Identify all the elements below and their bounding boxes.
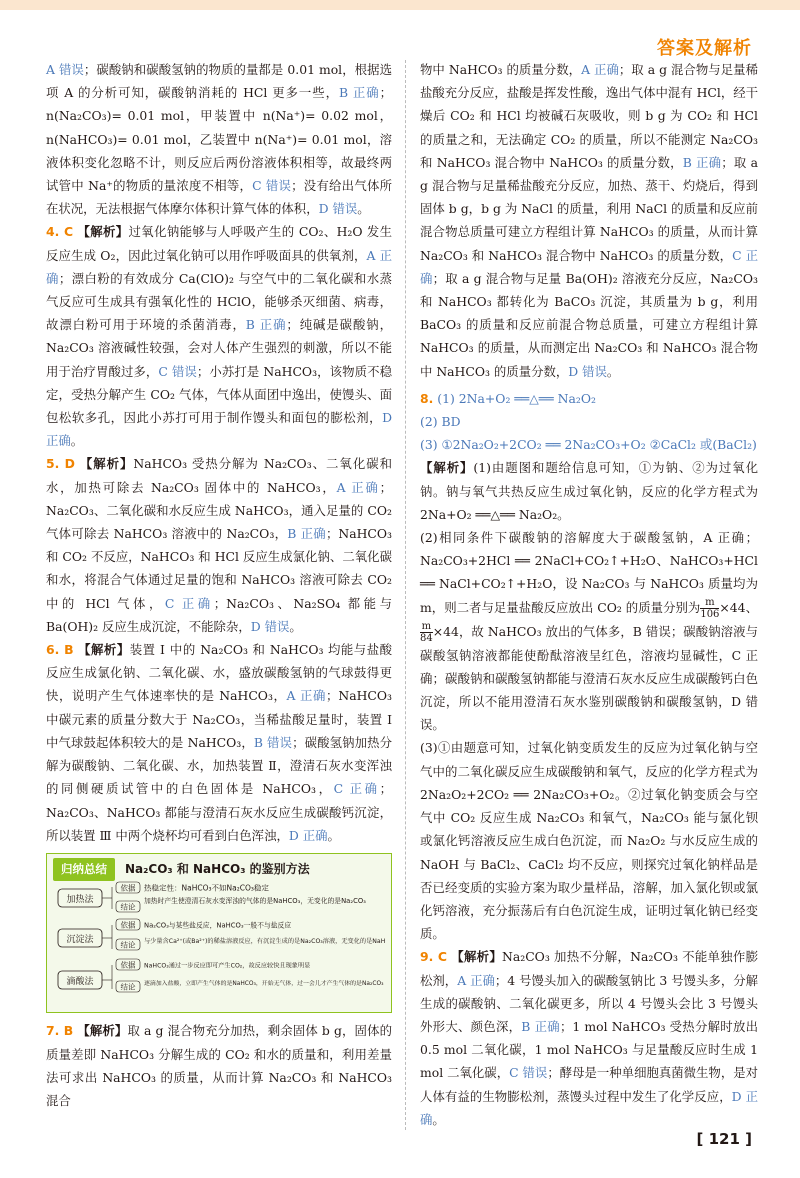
option-b-verdict: B 正确 [287,526,326,542]
conclusion-text: 与少量含Ca²⁺(或Ba²⁺)的稀盐溶液反应，有沉淀生成的是Na₂CO₃溶液，无变化的是NaHCO₃溶液 [144,938,385,946]
text: ；纯碱是碳酸钠，Na₂CO₃ 溶液碱性较强，会对人体产生强烈的刺激，所以不能用于治疗胃酸过多， [46,317,393,379]
header-bar [0,0,800,10]
option-a-verdict: A 正确 [286,688,326,704]
conclusion-label: 结论 [120,902,136,912]
text: ；取 a g 混合物与足量稀盐酸充分反应，盐酸是挥发性酸，逸出气体中混有 HCl，经干燥后 CO₂ 和 HCl 均被碱石灰吸收，则 b g 为 CO₂ 和 HCl 的质量之和，无法确定 CO₂ 的质量，所以不能测定 Na₂CO₃ 和 NaHCO₃ 混合物中 NaHCO₃ 的质量分数， [420,62,758,170]
conclusion-label: 结论 [120,982,136,992]
answer-part-1: (1) 2Na+O₂ ══△══ Na₂O₂ [437,390,596,406]
text: ；NaHCO₃ 中碳元素的质量分数大于 Na₂CO₃，当稀盐酸足量时，装置 Ⅰ 中气球鼓起体积较大的是 NaHCO₃， [46,688,392,750]
summary-header [53,858,385,881]
option-c-verdict: C 错误 [158,363,197,379]
text: ；碳酸氢钠加热分解为碳酸钠、二氧化碳、水，加热装置 Ⅱ，澄清石灰水变浑浊的同侧硬质试管中的白色固体是 NaHCO₃， [46,734,392,797]
conclusion-text: 逐滴加入盐酸，立即产生气体的是NaHCO₃，开始无气体，过一会儿才产生气体的是Na₂CO₃ [144,981,384,988]
text: (2)相同条件下碳酸钠的溶解度大于碳酸氢钠，A 正确；Na₂CO₃+2HCl ══ 2NaCl+CO₂↑+H₂O、NaHCO₃+HCl ══ NaCl+CO₂↑+H₂O，设 Na₂CO₃ 与 NaHCO₃ 质量均为 m，则二者与足量盐酸反应放出 CO₂ 的质量分别为 [420,530,758,615]
text: 装置 Ⅰ 中的 Na₂CO₃ 和 NaHCO₃ 均能与盐酸反应生成氯化钠、二氧化碳、水，盛放碳酸氢钠的气球鼓得更快，说明产生气体速率快的是 NaHCO₃， [46,642,392,704]
answer-q8-line2 [420,410,758,433]
method-name: 加热法 [66,895,94,906]
analysis-q8-p1 [420,456,758,526]
summary-box [46,853,392,1013]
fraction-denominator: 106 [700,608,720,620]
paragraph-q3-cont [46,58,392,220]
basis-text: NaHCO₃通过一步反应即可产生CO₂，故反应较快且现象明显 [144,962,311,970]
identification-methods-diagram [53,881,385,999]
option-d-verdict: D 错误 [568,363,607,379]
text: ；Na₂CO₃、NaHCO₃ 都能与澄清石灰水反应生成碳酸钙沉淀，所以装置 Ⅲ 中两个烧杯均可看到白色浑浊， [46,781,392,843]
option-c-verdict: C 错误 [252,178,292,194]
question-number: 6. B [46,642,74,658]
text: 。 [606,363,620,379]
option-c-verdict: C 错误 [509,1065,548,1081]
analysis-label: 【解析】 [451,949,502,965]
option-d-verdict: D 正确 [46,410,392,449]
analysis-q8-p2 [420,526,758,736]
method-name: 滴酸法 [66,977,94,988]
column-divider [405,60,406,1130]
text: ；碳酸钠和碳酸氢钠的物质的量都是 0.01 mol，根据选项 A 的分析可知，碳酸钠消耗的 HCl 更多一些， [46,62,393,101]
question-number: 8. [420,390,434,406]
text: ；4 号馒头加入的碳酸氢钠比 3 号馒头多，分解生成的碳酸钠、二氧化碳更多，所以 4 号馒头会比 3 号馒头外形大、颜色深， [420,972,759,1034]
option-c-verdict: C 正确 [333,781,380,797]
answer-q8-line1 [420,387,758,410]
page-number-value: 121 [708,1130,740,1148]
text: 。 [289,618,302,634]
analysis-label: 【解析】 [77,1023,128,1039]
text: ；漂白粉的有效成分 Ca(ClO)₂ 与空气中的二氧化碳和水蒸气反应可生成具有强氧化性的 HClO，能够杀灭细菌、病毒，故漂白粉可用于环境的杀菌消毒， [46,270,392,333]
text: 物中 NaHCO₃ 的质量分数， [420,62,582,77]
text: 。 [70,433,84,449]
text: ；酵母是一种单细胞真菌微生物，是对人体有益的生物膨松剂，蒸馒头过程中发生了化学反应， [420,1065,759,1104]
analysis-label: 【解析】 [77,224,129,240]
option-d-verdict: D 错误 [250,618,290,634]
text: ；取 a g 混合物与足量 Ba(OH)₂ 溶液充分反应，Na₂CO₃ 和 NaHCO₃ 都转化为 BaCO₃ 沉淀，其质量为 b g，利用 BaCO₃ 的质量和反应前混合物总质量，可建立方程组计算 NaHCO₃ 的质量，从而测定出 Na₂CO₃ 和 NaHCO₃ 混合物中 NaHCO₃ 的质量分数， [420,270,759,379]
option-a-verdict: A 正确 [581,62,619,77]
question-number: 5. D [46,456,75,472]
basis-text: 热稳定性：NaHCO₃不如Na₂CO₃稳定 [144,883,269,893]
option-a-verdict: A 正确 [336,479,380,495]
text: ；1 mol NaHCO₃ 受热分解时放出 0.5 mol 二氧化碳，1 mol NaHCO₃ 与足量酸反应时生成 1 mol 二氧化碳， [420,1018,759,1081]
fraction-numerator: m [421,620,432,632]
option-b-verdict: B 正确 [682,154,722,170]
question-number: 4. C [46,224,74,240]
text: NaHCO₃ 受热分解为 Na₂CO₃、二氧化碳和水，加热可除去 Na₂CO₃ 固体中的 NaHCO₃， [46,456,392,495]
page-number: [ 121 ] [696,1130,752,1148]
option-b-verdict: B 正确 [338,85,380,101]
basis-label: 依据 [120,920,136,930]
option-b-verdict: B 正确 [521,1018,560,1034]
text: ；取 a g 混合物与足量稀盐酸充分反应，加热、蒸干、灼烧后，得到固体 b g，b g 为 NaCl 的质量，利用 NaCl 的质量和反应前混合物总质量可建立方程组计算 NaHCO₃ 的质量，从而计算 Na₂CO₃ 和 NaHCO₃ 混合物中 NaHCO₃ 的质量分数， [420,154,758,263]
fraction [700,597,719,620]
option-b-verdict: B 错误 [253,734,293,750]
text: ×44、 [719,599,758,615]
text: ×44， [432,623,472,639]
text: ；没有给出气体所在状况，无法根据气体摩尔体积计算气体的体积， [46,178,392,217]
text: ；Na₂CO₃、Na₂SO₄ 都能与 Ba(OH)₂ 反应生成沉淀，不能除杂， [46,595,392,634]
fraction-numerator: m [705,596,715,608]
fraction [420,621,433,644]
page-header-title: 答案及解析 [657,38,752,59]
text: 过氧化钠能够与人呼吸产生的 CO₂、H₂O 发生反应生成 O₂，因此过氧化钠可以用作呼吸面具的供氧剂， [46,224,392,263]
question-number: 7. B [46,1023,74,1039]
option-c-verdict: C 正确 [164,595,214,611]
option-d-verdict: D 错误 [318,201,358,217]
basis-label: 依据 [120,960,136,970]
text: ；Na₂CO₃、二氧化碳和水反应生成 NaHCO₃，通入足量的 CO₂ 气体可除去 NaHCO₃ 溶液中的 Na₂CO₃， [46,479,393,542]
option-d-verdict: D 正确 [420,1088,759,1127]
option-a-verdict: A 错误 [46,62,84,77]
text: (3)①由题意可知，过氧化钠变质发生的反应为过氧化钠与空气中的二氧化碳反应生成碳酸钠和氧气，反应的化学方程式为 2Na₂O₂+2CO₂ ══ 2Na₂CO₃+O₂。②过氧化钠变质会与空气中 CO₂ 反应生成 Na₂CO₃ 和氧气，Na₂CO₃ 能与氯化钡或氯化钙溶液反应生成白色沉淀，而 Na₂O₂ 与水反应生成的 NaOH 与 BaCl₂、CaCl₂ 均不反应，则探究过氧化钠样品是否已经变质的实验方案为取少量样品，溶解，加入氯化钡或氯化钙溶液，充分振荡后有白色沉淀生成，证明过氧化钠已经变质。 [420,740,758,942]
option-a-verdict: A 正确 [46,247,392,286]
text: 故 NaHCO₃ 放出的气体多，B 错误；碳酸钠溶液与碳酸氢钠溶液都能使酚酞溶液呈红色，溶液均显碱性，C 正确；碳酸钠和碳酸氢钠都能与澄清石灰水反应生成碳酸钙白色沉淀，所以不能用澄清石灰水鉴别碳酸钠和碳酸氢钠，D 错误。 [420,623,758,733]
text: 。 [357,201,370,217]
method-name: 沉淀法 [66,935,94,946]
option-c-verdict: C 正确 [420,247,759,286]
summary-title: Na₂CO₃ 和 NaHCO₃ 的鉴别方法 [125,861,310,876]
analysis-label: 【解析】 [420,460,474,476]
option-d-verdict: D 正确 [288,827,328,843]
text: ；n(Na₂CO₃)= 0.01 mol，甲装置中 n(Na⁺)= 0.02 mol，n(NaHCO₃)= 0.01 mol，乙装置中 n(Na⁺)= 0.01 mol，溶液体积变化忽略不计，则反应后两份溶液体积相等，故最终两试管中 Na⁺的物质的量浓度不相等， [46,85,393,194]
answer-q9 [420,945,758,1131]
answer-q5 [46,452,392,638]
conclusion-text: 加热时产生使澄清石灰水变浑浊的气体的是NaHCO₃，无变化的是Na₂CO₃ [144,897,366,906]
answer-q7 [46,1019,392,1112]
basis-label: 依据 [120,883,136,893]
left-column [46,58,392,1112]
answer-part-2: (2) BD [420,414,461,430]
option-a-verdict: A 正确 [457,972,495,988]
conclusion-label: 结论 [120,940,136,950]
text: (1)由题图和题给信息可知，①为钠、②为过氧化钠。钠与氧气共热反应生成过氧化钠，反应的化学方程式为 2Na+O₂ ══△══ Na₂O₂。 [420,460,758,522]
analysis-label: 【解析】 [79,456,134,472]
option-b-verdict: B 正确 [245,317,287,333]
summary-badge: 归纳总结 [53,858,115,881]
text: ；NaHCO₃ 和 CO₂ 不反应，NaHCO₃ 和 HCl 反应生成氯化钠、二氧化碳和水，将混合气体通过足量的饱和 NaHCO₃ 溶液可除去 CO₂ 中的 HCl 气体， [46,526,392,611]
answer-q6 [46,638,392,847]
basis-text: Na₂CO₃与某些盐反应，NaHCO₃一般不与盐反应 [144,921,292,930]
text: 。 [327,827,340,843]
answer-part-3: (3) ①2Na₂O₂+2CO₂ ══ 2Na₂CO₃+O₂ ②CaCl₂ 或(BaCl₂) [420,437,757,453]
fraction-denominator: 84 [420,632,433,644]
answer-q4 [46,220,392,452]
text: 。 [432,1111,445,1127]
text: 取 a g 混合物充分加热，剩余固体 b g，固体的质量差即 NaHCO₃ 分解生成的 CO₂ 和水的质量和，利用差量法可求出 NaHCO₃ 的质量，从而计算 Na₂CO₃ 和 NaHCO₃ 混合 [46,1023,392,1108]
analysis-q8-p3 [420,736,758,945]
text: Na₂CO₃ 加热不分解，Na₂CO₃ 不能单独作膨松剂， [420,949,758,988]
right-column [420,58,758,1131]
text: ；小苏打是 NaHCO₃，该物质不稳定，受热分解产生 CO₂ 气体，气体从面团中逸出，使馒头、面包松软多孔，因此小苏打可用于制作馒头和面包的膨松剂， [46,363,392,426]
question-number: 9. C [420,949,448,965]
answer-q7-cont [420,58,758,383]
analysis-label: 【解析】 [78,642,130,658]
answer-q8-line3 [420,433,758,456]
